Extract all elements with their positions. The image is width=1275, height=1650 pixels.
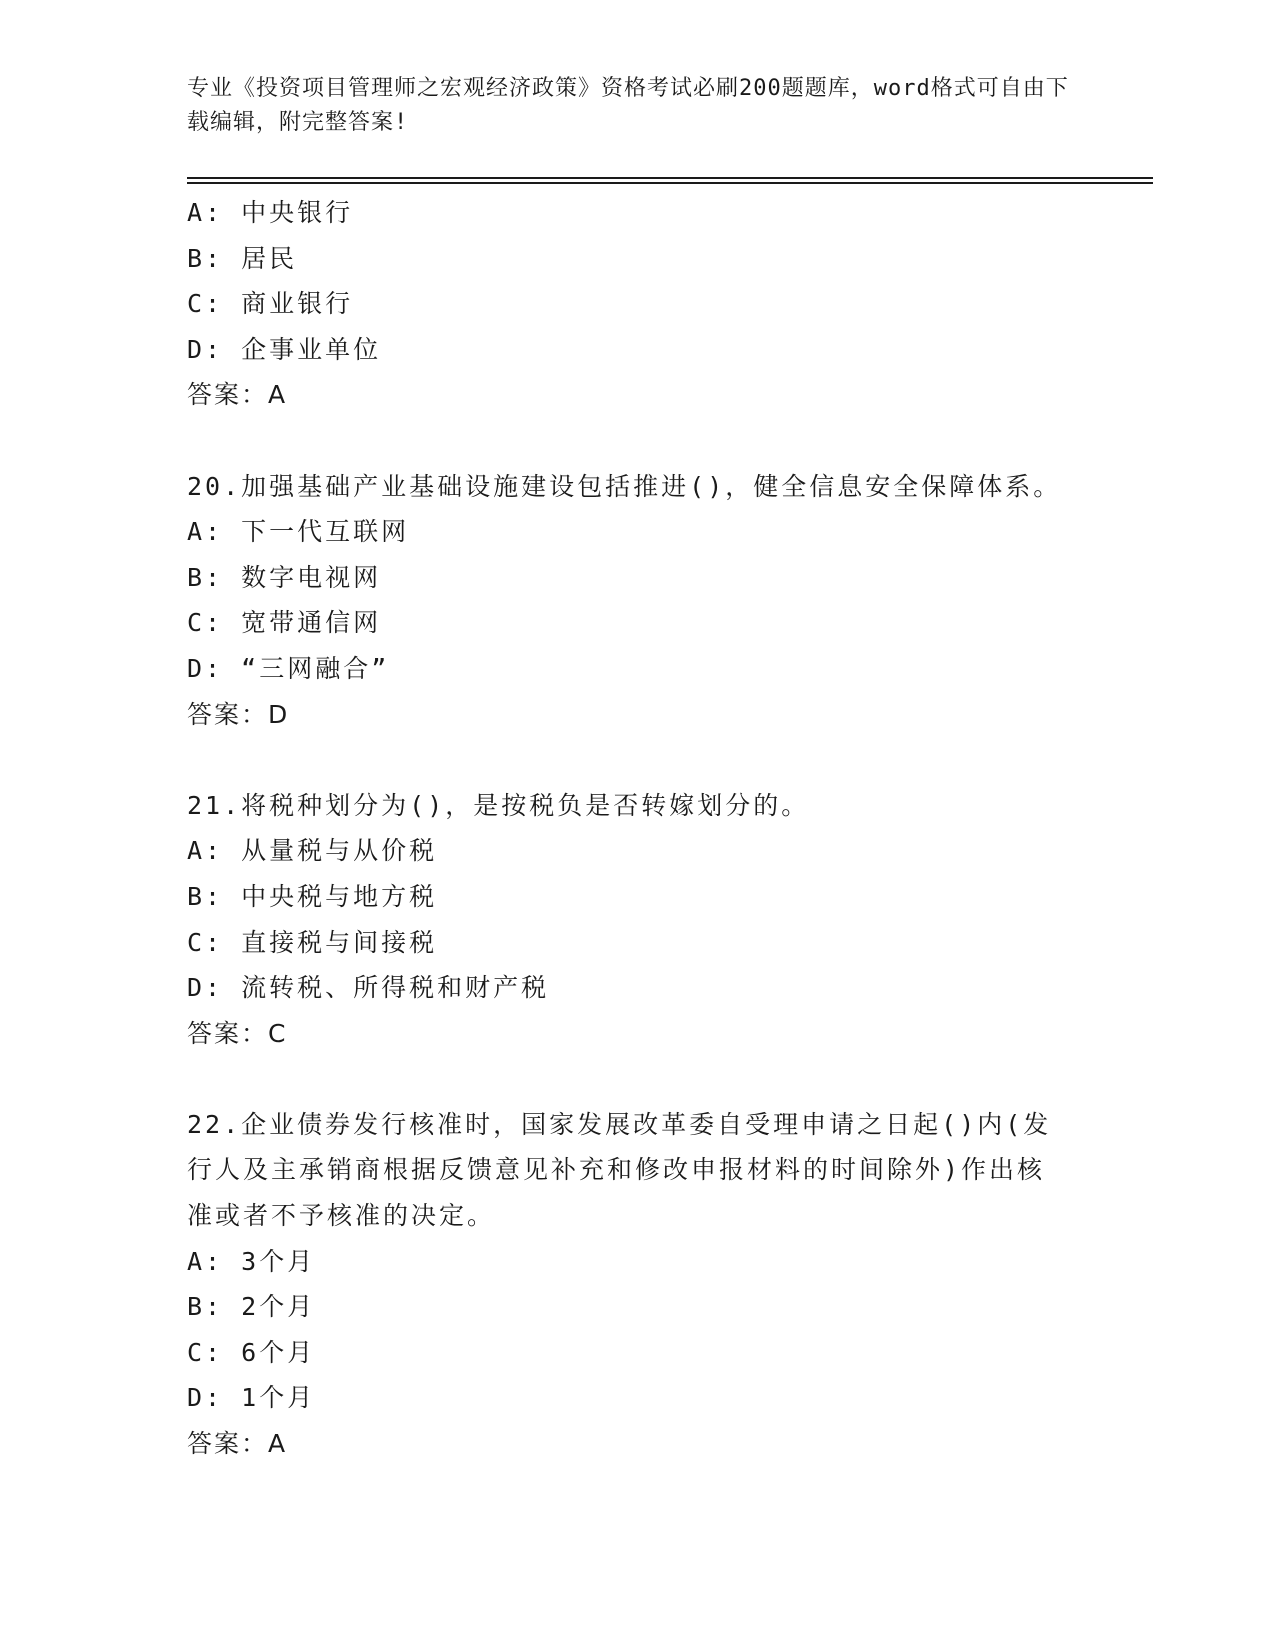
question-block-partial — [187, 190, 1107, 418]
question-block-20 — [187, 464, 1107, 738]
option-c: C: 6个月 — [187, 1337, 316, 1367]
option-d: D: “三网融合” — [187, 653, 390, 683]
option-a: A: 3个月 — [187, 1246, 316, 1276]
option-c: C: 宽带通信网 — [187, 608, 382, 638]
question-block-22 — [187, 1102, 1107, 1467]
header-rule-top — [187, 177, 1153, 179]
question-text: 20.加强基础产业基础设施建设包括推进()，健全信息安全保障体系。 — [187, 471, 1062, 501]
question-text: 21.将税种划分为()，是按税负是否转嫁划分的。 — [187, 790, 810, 820]
header-rule-bottom — [187, 182, 1153, 184]
option-b: B: 中央税与地方税 — [187, 881, 438, 911]
option-b: B: 居民 — [187, 243, 298, 273]
question-text: 22.企业债券发行核准时，国家发展改革委自受理申请之日起()内(发行人及主承销商根据反馈意见补充和修改申报材料的时间除外)作出核准或者不予核准的决定。 — [187, 1109, 1052, 1231]
answer-line: 答案：A — [187, 1429, 288, 1459]
option-b: B: 数字电视网 — [187, 562, 382, 592]
document-header: 专业《投资项目管理师之宏观经济政策》资格考试必刷200题题库，word格式可自由下载编辑，附完整答案! — [187, 76, 1069, 135]
answer-line: 答案：C — [187, 1018, 288, 1048]
option-a: A: 从量税与从价税 — [187, 836, 438, 866]
question-block-21 — [187, 783, 1107, 1057]
answer-line: 答案：A — [187, 380, 288, 410]
option-c: C: 直接税与间接税 — [187, 927, 438, 957]
option-a: A: 下一代互联网 — [187, 517, 410, 547]
answer-line: 答案：D — [187, 699, 290, 729]
option-a: A: 中央银行 — [187, 198, 354, 227]
option-c: C: 商业银行 — [187, 289, 354, 319]
option-d: D: 企事业单位 — [187, 334, 382, 364]
question-list — [187, 190, 1107, 1467]
option-d: D: 流转税、所得税和财产税 — [187, 973, 550, 1003]
option-b: B: 2个月 — [187, 1292, 316, 1322]
option-d: D: 1个月 — [187, 1383, 316, 1413]
